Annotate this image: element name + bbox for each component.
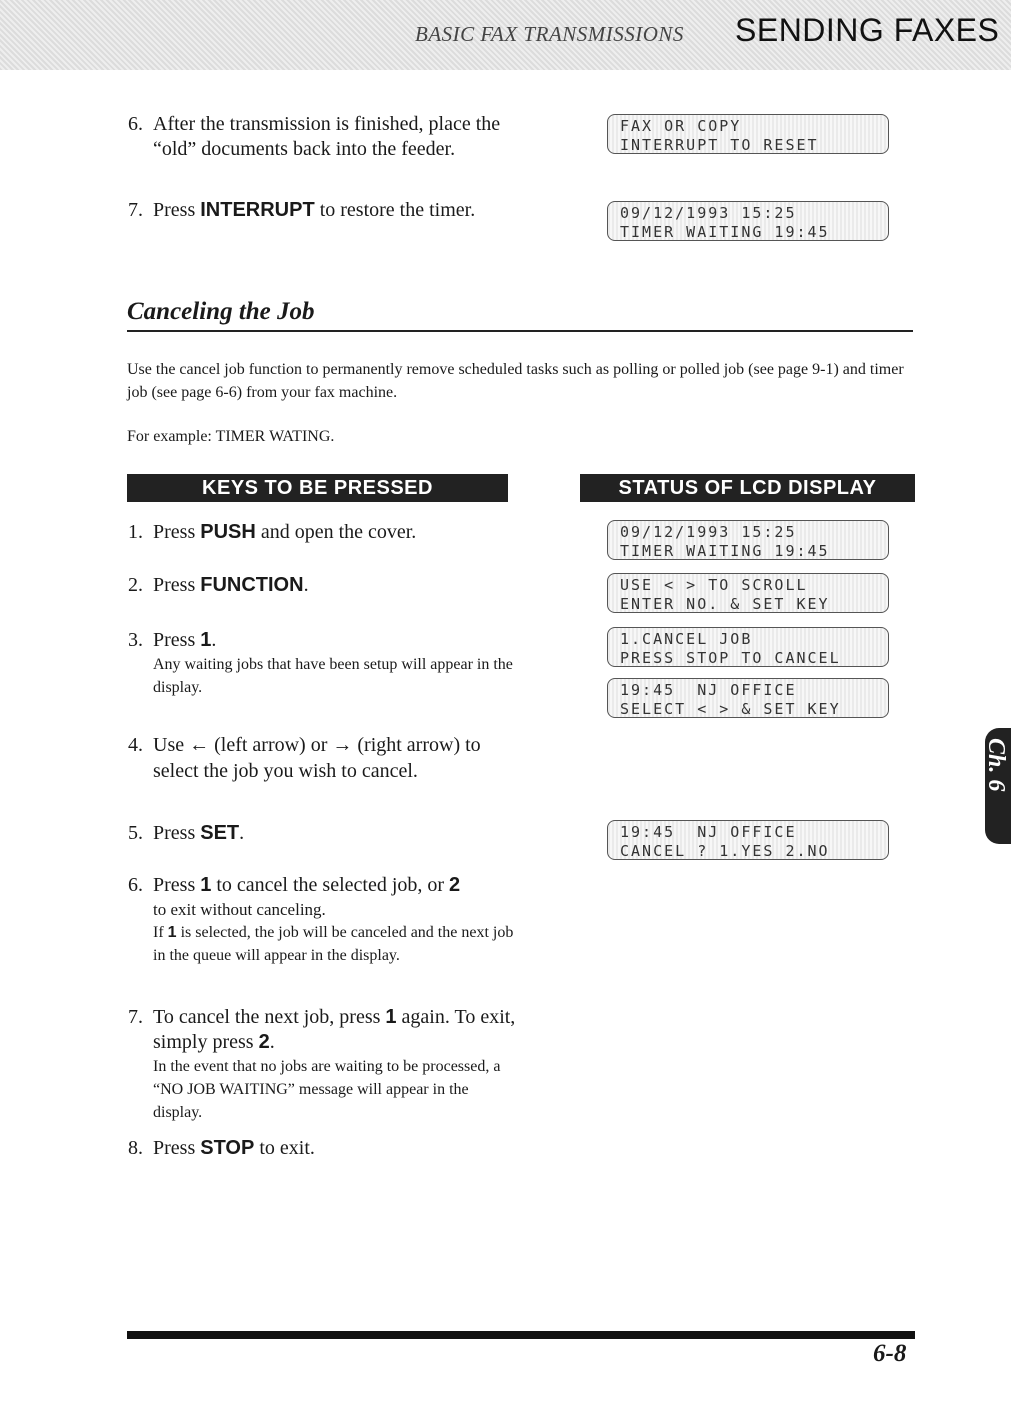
lcd-display: FAX OR COPY INTERRUPT TO RESET xyxy=(607,114,889,154)
step-3: 3. Press 1. Any waiting jobs that have been setup will appear in the display. xyxy=(128,628,513,699)
step-7: 7. To cancel the next job, press 1 again. To exit, simply press 2. In the event that no jobs are waiting to be processed, a “NO JOB WAITING” message will appear in the display. xyxy=(128,1006,516,1121)
step-6: 6. Press 1 to cancel the selected job, or 2 to exit without canceling. If 1 is selected, the job will be canceled and the next job in the queue will appear in the display. xyxy=(128,874,514,964)
lcd-display: 09/12/1993 15:25 TIMER WAITING 19:45 xyxy=(607,201,889,241)
chapter-tab: Ch. 6 xyxy=(985,728,1011,844)
step-note: Any waiting jobs that have been setup will appear in the display. xyxy=(153,656,513,696)
lcd-display: USE < > TO SCROLL ENTER NO. & SET KEY xyxy=(607,573,889,613)
step-text: After the transmission is finished, place the “old” documents back into the feeder. xyxy=(153,113,501,160)
section-title: Canceling the Job xyxy=(127,298,315,325)
footer-rule xyxy=(127,1331,915,1339)
lcd-display: 19:45 NJ OFFICE CANCEL ? 1.YES 2.NO xyxy=(607,820,889,860)
lcd-column-header: STATUS OF LCD DISPLAY xyxy=(580,474,915,502)
step-2: 2. Press FUNCTION. xyxy=(128,574,309,596)
lcd-display: 1.CANCEL JOB PRESS STOP TO CANCEL xyxy=(607,627,889,667)
header-subtitle: BASIC FAX TRANSMISSIONS xyxy=(415,22,684,46)
section-example: For example: TIMER WATING. xyxy=(127,428,335,445)
step-1: 1. Press PUSH and open the cover. xyxy=(128,521,417,543)
section-rule xyxy=(127,330,913,332)
step-number: 6. xyxy=(128,113,143,135)
step-number: 7. xyxy=(128,199,143,221)
section-intro: Use the cancel job function to permanently remove scheduled tasks such as polling or polled job (see page 9-1) and timer job (see page 6-6) from your fax machine. xyxy=(127,361,904,401)
page-number: 6-8 xyxy=(873,1340,907,1367)
keys-column-header: KEYS TO BE PRESSED xyxy=(127,474,508,502)
lcd-display: 19:45 NJ OFFICE SELECT < > & SET KEY xyxy=(607,678,889,718)
lcd-display: 09/12/1993 15:25 TIMER WAITING 19:45 xyxy=(607,520,889,560)
top-step-7: 7. Press INTERRUPT to restore the timer. xyxy=(128,199,476,221)
step-4: 4. Use ← (left arrow) or → (right arrow) to select the job you wish to cancel. xyxy=(128,734,481,782)
top-step-6 xyxy=(128,112,513,162)
header-title: SENDING FAXES xyxy=(735,12,1000,48)
step-8: 8. Press STOP to exit. xyxy=(128,1137,315,1159)
step-5: 5. Press SET. xyxy=(128,822,245,844)
key-label: INTERRUPT xyxy=(200,199,315,221)
